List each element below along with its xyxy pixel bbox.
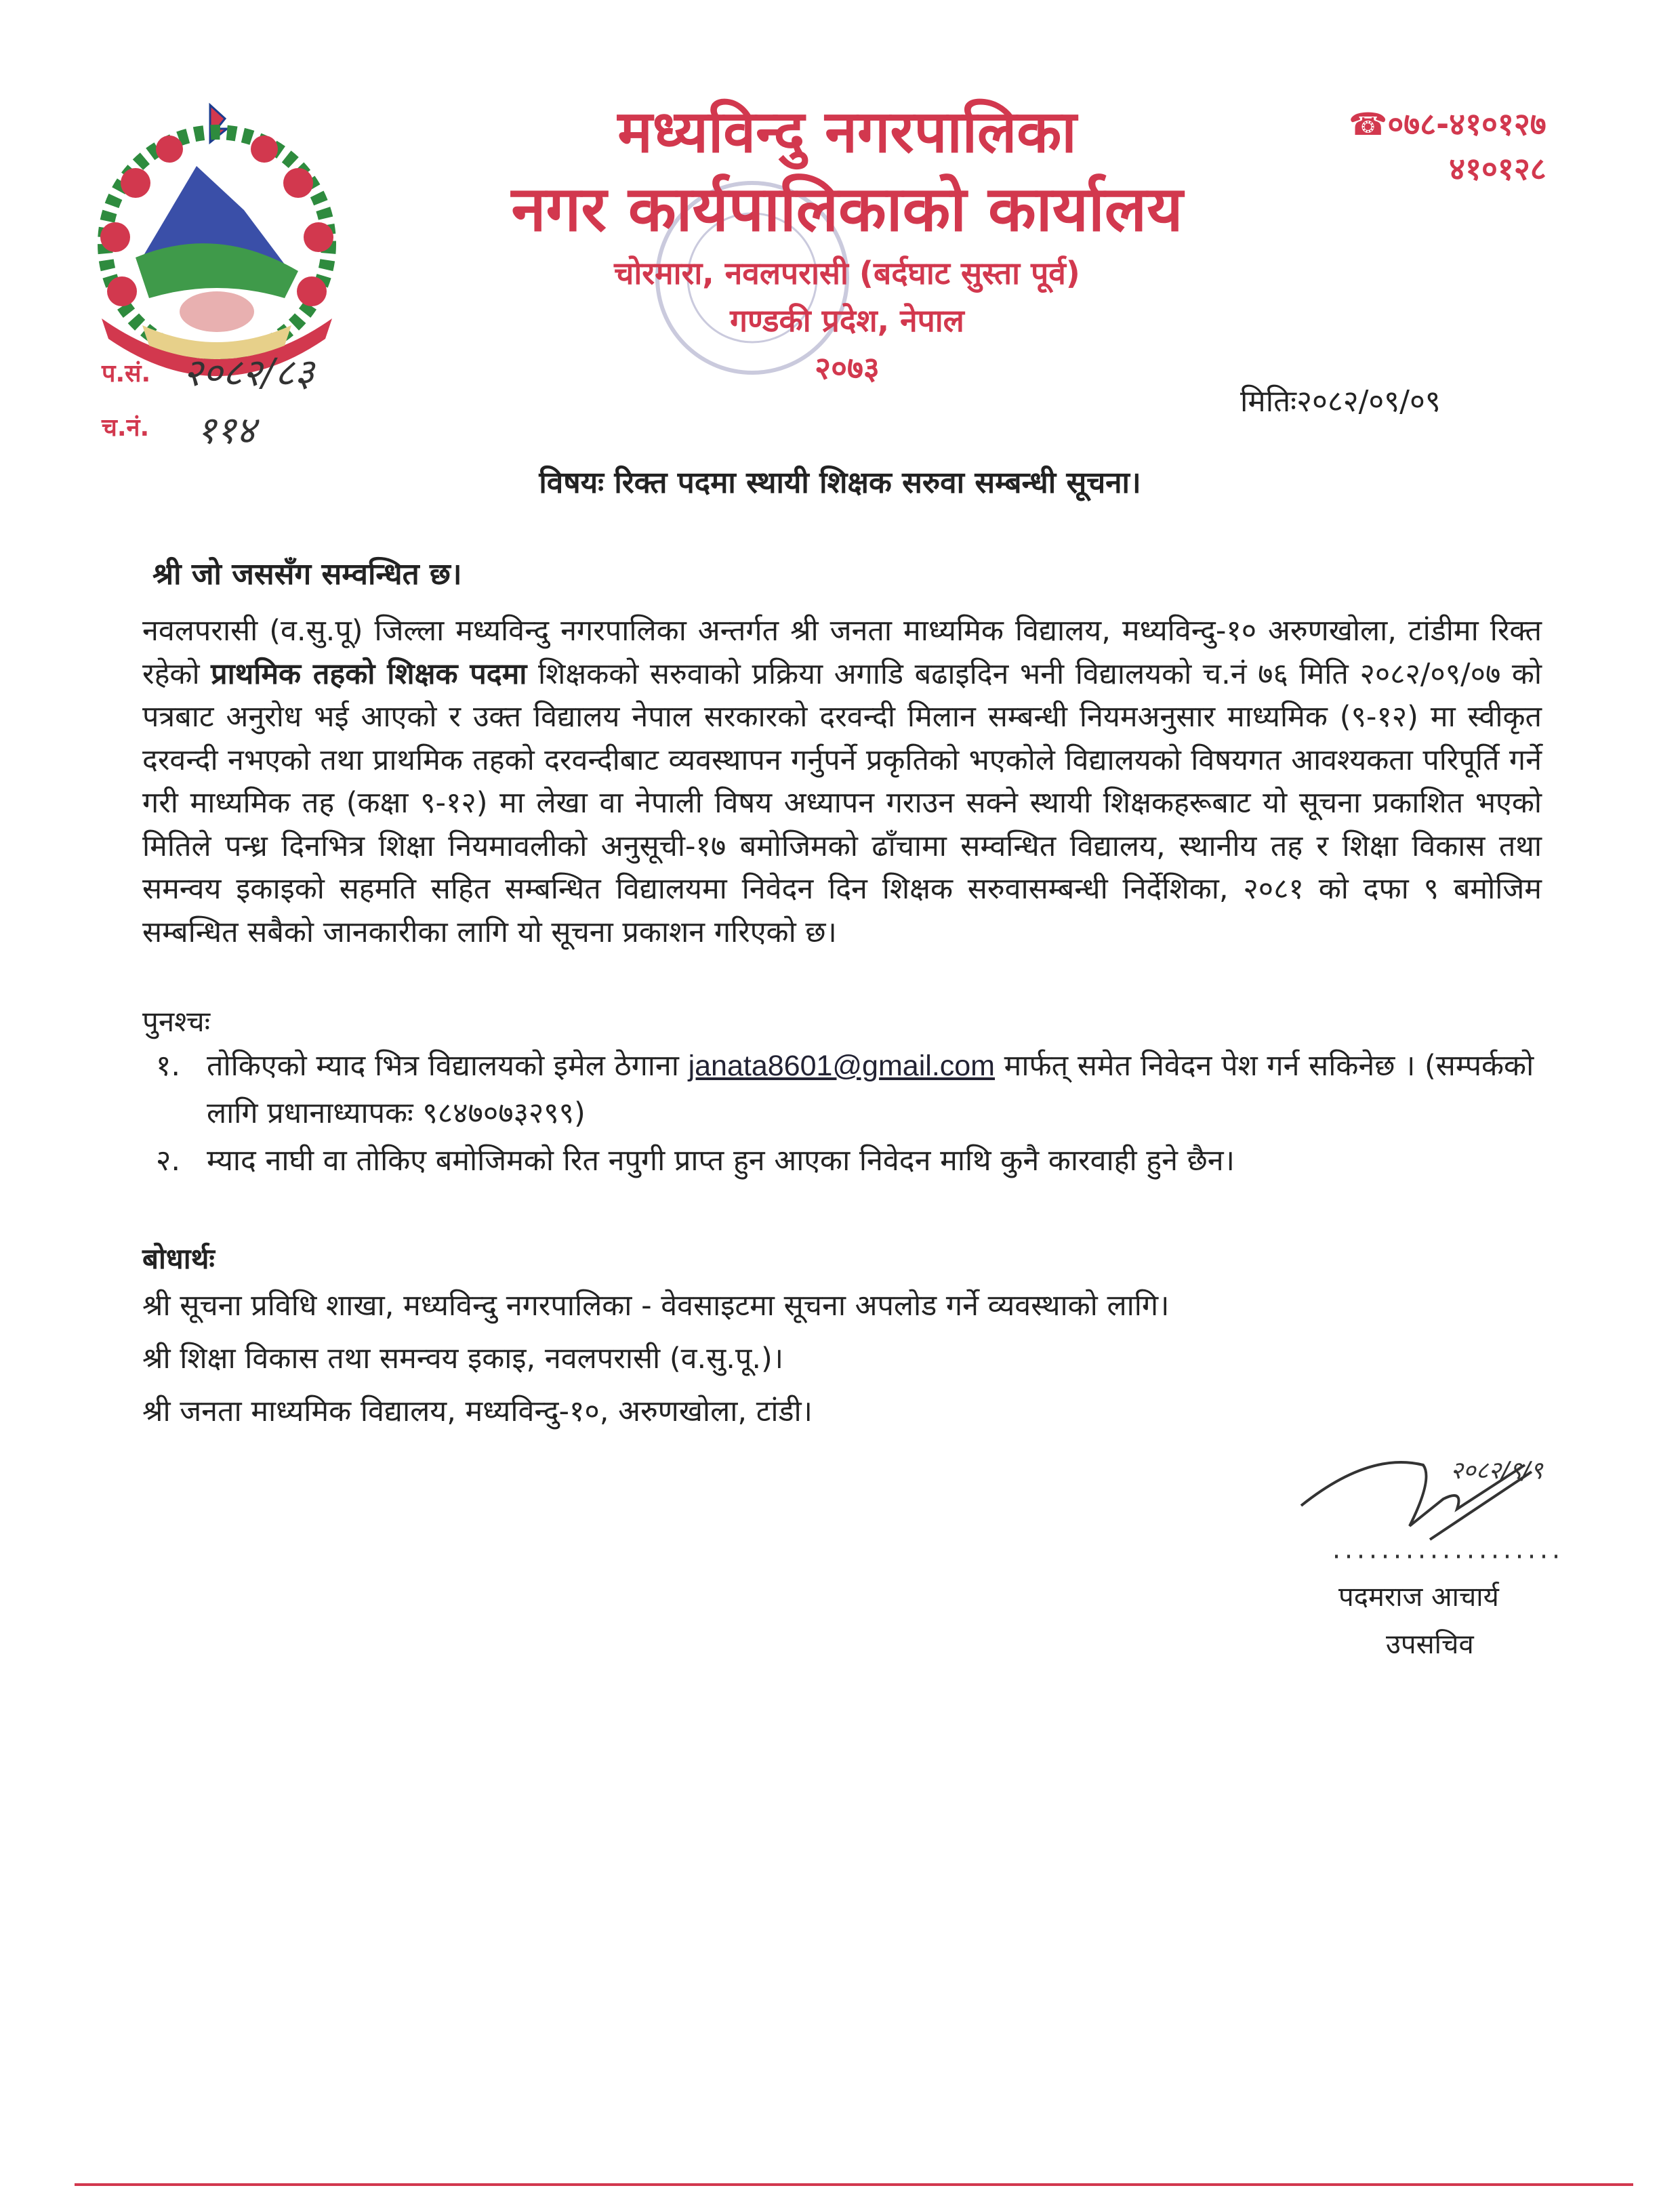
item-text: मार्फत् समेत निवेदन पेश गर्न सकिनेछ । (सम्पर्कको लागि प्रधानाध्यापकः ९८४७०७३२९९) (207, 1049, 1534, 1130)
ps-label: प.सं. (102, 360, 151, 388)
footer-divider (75, 2183, 1633, 2186)
cc-item: श्री शिक्षा विकास तथा समन्वय इकाइ, नवलपरासी (व.सु.पू.)। (142, 1342, 784, 1376)
cc-item: श्री जनता माध्यमिक विद्यालय, मध्यविन्दु-१०, अरुणखोला, टांडी। (142, 1395, 813, 1428)
office-name: नगर कार्यपालिकाको कार्यालय (511, 173, 1183, 245)
phone-icon: ☎ (1349, 106, 1388, 142)
subject: विषयः रिक्त पदमा स्थायी शिक्षक सरुवा सम्बन्धी सूचना। (539, 466, 1141, 500)
phone-numbers (1349, 102, 1546, 191)
cc-label: बोधार्थः (142, 1242, 215, 1275)
letterhead (380, 95, 1315, 392)
nepal-emblem-logo (81, 102, 352, 386)
phone-line-1: ०७८-४१०१२७ (1387, 106, 1546, 142)
postscript-item (142, 1137, 1542, 1184)
body-text-1: नवलपरासी (व.सु.पू) जिल्ला मध्यविन्दु नगरपालिका अन्तर्गत श्री जनता माध्यमिक विद्यालय, मध्यविन्दु-१० अरुणखोला, टांडीमा रिक्त रहेको (142, 614, 1542, 691)
postscript-item (142, 1042, 1542, 1137)
letter-content (142, 610, 1542, 1668)
cn-label: च.नं. (102, 414, 150, 442)
body-paragraph (142, 610, 1542, 954)
established-year: २०७३ (815, 350, 880, 386)
phone-line-2: ४१०१२८ (1449, 150, 1546, 187)
address-line-2: गण्डकी प्रदेश, नेपाल (730, 302, 964, 339)
letter-date: मितिः२०८२/०९/०९ (1240, 384, 1441, 419)
item-text: म्याद नाघी वा तोकिए बमोजिमको रित नपुगी प्राप्त हुन आएका निवेदन माथि कुनै कारवाही हुने छैन। (207, 1144, 1235, 1178)
signature-block (1288, 1445, 1572, 1668)
address-line-1: चोरमारा, नवलपरासी (बर्दघाट सुस्ता पूर्व) (614, 255, 1080, 291)
municipality-name: मध्यविन्दु नगरपालिका (617, 98, 1077, 166)
item-number: २. (156, 1144, 181, 1178)
ps-value: २०८२/८३ (183, 351, 314, 395)
salutation: श्री जो जससँग सम्वन्धित छ। (152, 557, 462, 592)
body-bold-text: प्राथमिक तहको शिक्षक पदमा (211, 657, 527, 691)
email-link[interactable]: janata8601@gmail.com (688, 1050, 995, 1082)
item-number: १. (156, 1049, 181, 1083)
signatory-title: उपसचिव (1386, 1629, 1474, 1660)
signatory-name: पदमराज आचार्य (1338, 1582, 1499, 1613)
signature-date: २०८२/९/९ (1450, 1457, 1543, 1485)
cn-value: ११४ (197, 409, 256, 453)
item-text: तोकिएको म्याद भित्र विद्यालयको इमेल ठेगाना (207, 1049, 689, 1083)
body-text-2: शिक्षकको सरुवाको प्रक्रिया अगाडि बढाइदिन भनी विद्यालयको च.नं ७६ मिति २०८२/०९/०७ को पत्रबाट अनुरोध भई आएको र उक्त विद्यालय नेपाल सरकारको दरवन्दी मिलान सम्बन्धी नियमअनुसार माध्यमिक (९-१२) मा स्वीकृत दरवन्दी नभएको तथा प्राथमिक तहको दरवन्दीबाट व्यवस्थापन गर्नुपर्ने प्रकृतिको भएकोले विद्यालयको विषयगत आवश्यकता परिपूर्ति गर्ने गरी माध्यमिक तह (कक्षा ९-१२) मा लेखा वा नेपाली विषय अध्यापन गराउन सक्ने स्थायी शिक्षकहरूबाट यो सूचना प्रकाशित भएको मितिले पन्ध्र दिनभित्र शिक्षा नियमावलीको अनुसूची-१७ बमोजिमको ढाँचामा सम्वन्धित विद्यालय, स्थानीय तह र शिक्षा विकास तथा समन्वय इकाइको सहमति सहित सम्बन्धित विद्यालयमा निवेदन दिन शिक्षक सरुवासम्बन्धी निर्देशिका, २०८१ को दफा ९ बमोजिम सम्बन्धित सबैको जानकारीका लागि यो सूचना प्रकाशन गरिएको छ। (142, 657, 1542, 949)
cc-item: श्री सूचना प्रविधि शाखा, मध्यविन्दु नगरपालिका - वेवसाइटमा सूचना अपलोड गर्ने व्यवस्थाको लागि। (142, 1289, 1170, 1323)
postscript-label: पुनश्चः (142, 1005, 211, 1038)
handwritten-signature (1288, 1445, 1572, 1573)
